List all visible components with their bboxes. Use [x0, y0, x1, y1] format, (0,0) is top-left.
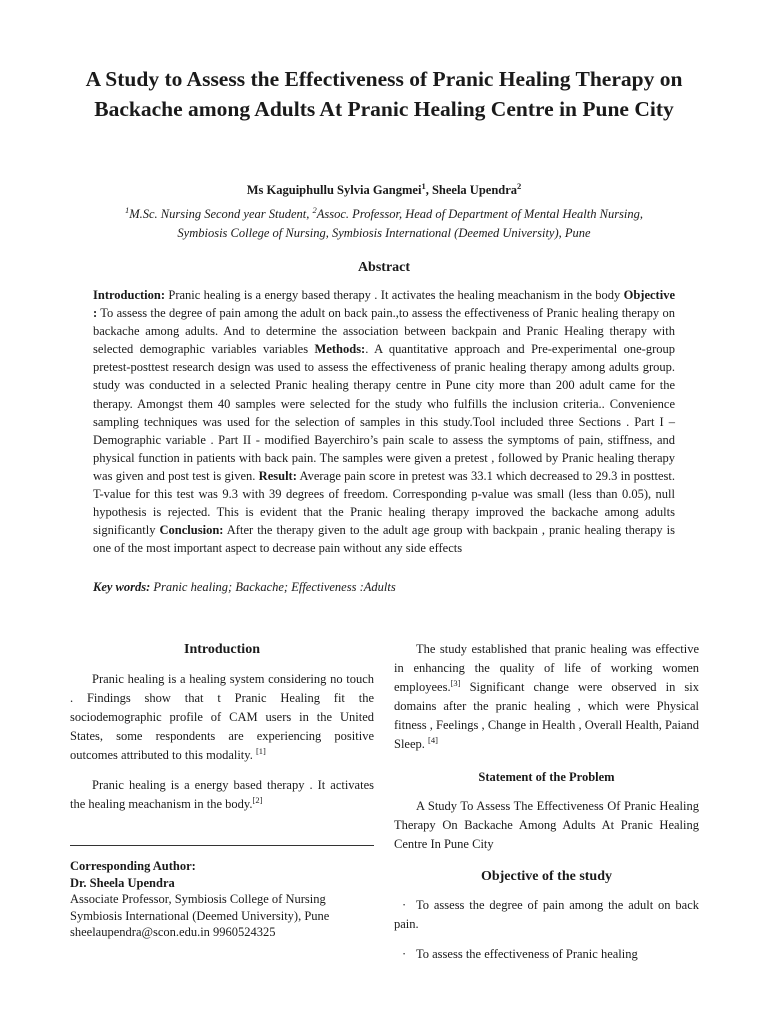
statement-paragraph: A Study To Assess The Effectiveness Of Pranic Healing Therapy On Backache Among Adults At Pranic Healing Centre In Pune City: [394, 799, 699, 851]
corresponding-author-name: Dr. Sheela Upendra: [70, 875, 175, 890]
introduction-heading: Introduction: [184, 642, 260, 657]
affiliation-text: Assoc. Professor, Head of Department of Mental Health Nursing,: [316, 207, 644, 221]
objective-item: [394, 896, 699, 934]
abstract-conclusion-label: Conclusion:: [159, 523, 224, 538]
affiliation-marker: 1: [124, 204, 130, 215]
abstract-intro-label: Introduction:: [93, 288, 166, 302]
author-name: Ms Kaguiphullu Sylvia Gangmei: [246, 183, 422, 197]
objective-text: To assess the degree of pain among the adult on back pain.: [394, 898, 699, 931]
affiliation-text: M.Sc. Nursing Second year Student,: [129, 207, 313, 221]
introduction-paragraph: [70, 670, 374, 765]
affiliation-line: [60, 205, 708, 224]
paragraph-text: Significant change were observed in six domains after the pranic healing , which were Physical fitness , Feelings , Change in Health , Overall Health, Paiand Sleep.: [394, 680, 699, 751]
abstract-objective-text: To assess the degree of pain among the adult on back pain.,to assess the effectiveness of Pranic healing therapy on backache among adults. And to determine the association between backpain and Pranic Healing therapy with selected demographic variables variables: [93, 306, 675, 357]
introduction-paragraph: [70, 776, 374, 814]
author-name: Sheela Upendra: [431, 183, 518, 197]
footnote-divider: [70, 845, 374, 846]
keywords-label: Key words:: [93, 580, 151, 594]
right-column: [394, 640, 699, 964]
corresponding-author: [70, 858, 374, 941]
citation-ref: [1]: [255, 745, 266, 756]
abstract-conclusion-text: After the therapy given to the adult age group with backpain , pranic healing therapy is one of the most important aspect to decrease pain without any side effects: [93, 523, 675, 556]
abstract-methods-label: Methods:: [314, 342, 366, 357]
abstract-methods-text: . A quantitative approach and Pre-experimental one-group pretest-posttest research design was used to assess the effectiveness of pranic healing therapy among adults group. study was conducted in a selected Pranic healing therapy centre in Pune city more than 200 adult came for the therapy. Amongst them 40 samples were selected for the study who fulfills the inclusion criteria.. Convenience sampling techniques was used for the selection of samples in this study.Tool included three Sections . Part I – Demographic variable . Part II - modified Bayerchiro’s pain scale to assess the symptoms of pain, stiffness, and physical function in patients with back pain. The samples were given a pretest , followed by Pranic healing therapy was given and post test is given.: [93, 342, 675, 483]
author-affiliation-marker: 1: [421, 180, 426, 191]
affiliation-line: Symbiosis College of Nursing, Symbiosis International (Deemed University), Pune: [177, 226, 591, 240]
citation-ref: [2]: [252, 794, 263, 805]
corresponding-author-institution: Symbiosis International (Deemed University), Pune: [70, 908, 330, 923]
citation-ref: [4]: [428, 734, 438, 745]
objective-text: To assess the effectiveness of Pranic healing: [416, 947, 638, 961]
paragraph-text: The study established that pranic healing was effective in enhancing the quality of life of working women employees.: [394, 642, 699, 694]
author-separator: ,: [425, 183, 432, 197]
abstract-result-label: Result:: [258, 468, 297, 483]
keywords-text: Pranic healing; Backache; Effectiveness :Adults: [150, 580, 396, 594]
author-affiliation-marker: 2: [517, 180, 522, 191]
keywords: [93, 578, 675, 596]
objective-item: [394, 945, 699, 964]
left-column: [70, 640, 374, 941]
paragraph-text: Pranic healing is a healing system considering no touch . Findings show that t Pranic Healing fit the sociodemographic profile of CAM users in the United States, some respondents are experiencing positive outcomes attributed to this modality.: [70, 672, 374, 762]
author-list: [60, 181, 708, 199]
abstract-objective-label: Objective :: [93, 288, 675, 321]
abstract-result-text: Average pain score in pretest was 33.1 which decreased to 29.3 in posttest. T-value for this test was 9.3 with 39 degrees of freedom. Corresponding p-value was small (less than 0.05), null hypothesis is rejected. This is evident that the Pranic healing therapy improved the backache among adults significantly: [93, 468, 675, 538]
citation-ref: [3]: [450, 677, 461, 688]
affiliation-marker: 2: [312, 204, 317, 215]
abstract-intro-text: Pranic healing is a energy based therapy . It activates the healing meachanism in the body: [165, 288, 624, 302]
affiliation: [60, 205, 708, 243]
paragraph-text: Pranic healing is a energy based therapy . It activates the healing meachanism in the body.: [70, 778, 374, 811]
bullet-marker: ·: [402, 898, 407, 912]
abstract-heading: Abstract: [357, 260, 411, 275]
corresponding-author-position: Associate Professor, Symbiosis College of Nursing: [70, 892, 326, 906]
paper-title: A Study to Assess the Effectiveness of Pranic Healing Therapy on Backache among Adults At Pranic Healing Centre in Pune City: [85, 67, 683, 121]
corresponding-author-contact: sheelaupendra@scon.edu.in 9960524325: [70, 925, 276, 939]
objective-heading: Objective of the study: [480, 869, 613, 884]
body-paragraph: [394, 640, 699, 754]
abstract-body: [93, 286, 675, 557]
corresponding-author-label: Corresponding Author:: [70, 859, 196, 873]
bullet-marker: ·: [402, 947, 407, 961]
statement-heading: Statement of the Problem: [478, 770, 615, 784]
